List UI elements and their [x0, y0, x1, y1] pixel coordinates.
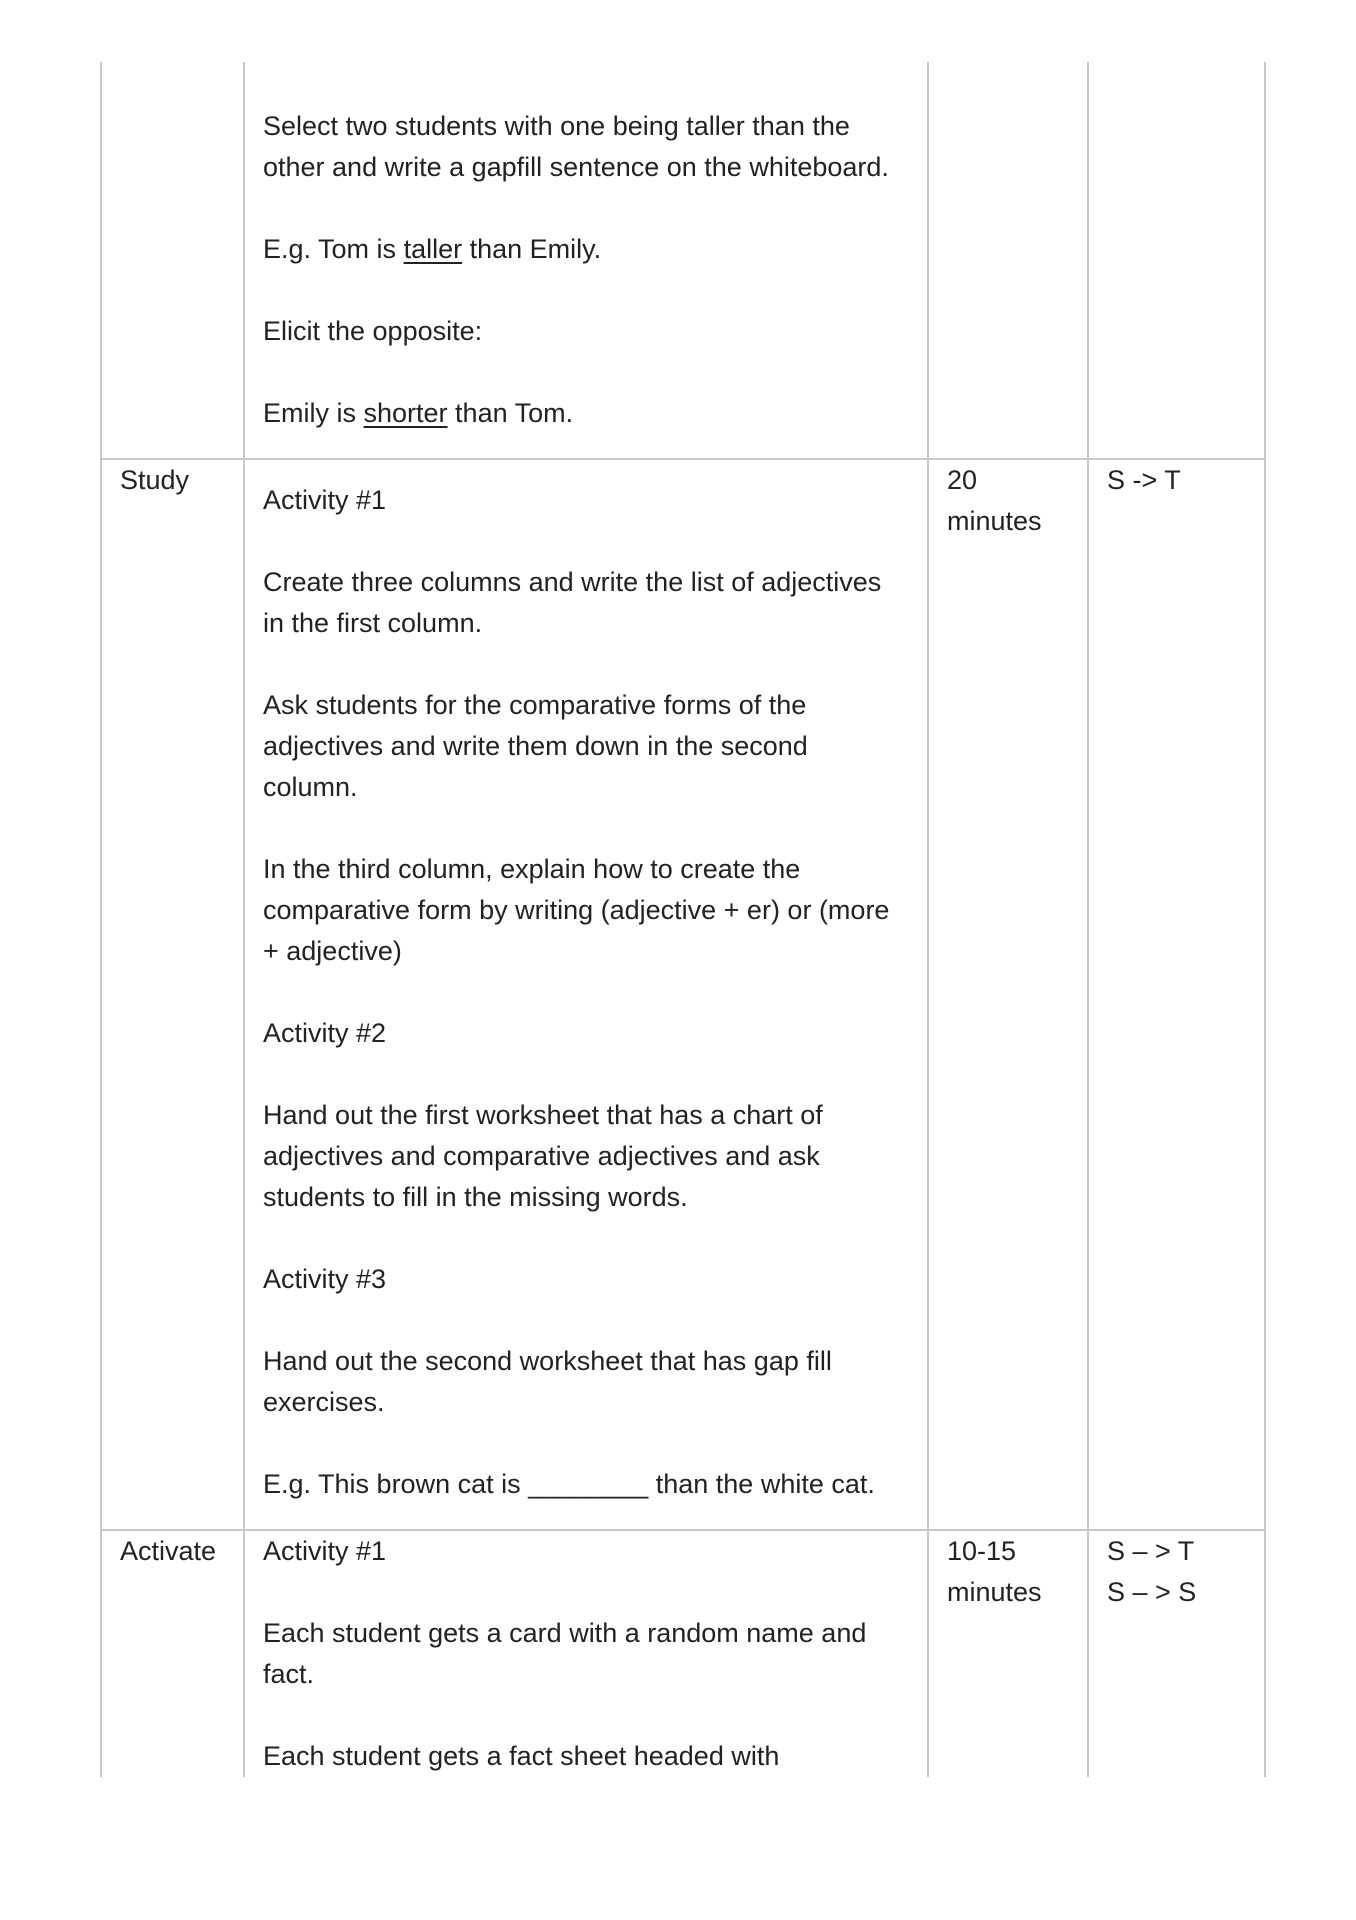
paragraph: Hand out the first worksheet that has a chart of adjectives and comparative adjectives and ask students to fill in the missing words.: [263, 1100, 823, 1212]
activity-heading: Activity #2: [263, 1018, 387, 1048]
stage-cell: Study: [101, 459, 244, 1530]
table-row: [101, 1530, 1265, 1777]
interaction-pattern: S – > T: [1107, 1536, 1195, 1566]
interaction-cell: [1088, 459, 1265, 1530]
time-cell: 20 minutes: [928, 459, 1088, 1530]
paragraph: Elicit the opposite:: [263, 316, 483, 346]
paragraph: Select two students with one being taller than the other and write a gapfill sentence on the whiteboard.: [263, 111, 889, 182]
paragraph: Each student gets a card with a random name and fact.: [263, 1618, 867, 1689]
stage-cell: Activate: [101, 1530, 244, 1777]
paragraph: Ask students for the comparative forms of the adjectives and write them down in the second column.: [263, 690, 808, 802]
interaction-cell: [1088, 1530, 1265, 1777]
lesson-plan-table: [100, 62, 1266, 1777]
example-sentence: E.g. This brown cat is ________ than the white cat.: [263, 1469, 875, 1499]
paragraph: Each student gets a fact sheet headed with: [263, 1741, 780, 1771]
time-cell: [928, 62, 1088, 459]
example-sentence: Emily is shorter than Tom.: [263, 398, 574, 428]
stage-cell: [101, 62, 244, 459]
paragraph: Hand out the second worksheet that has gap fill exercises.: [263, 1346, 832, 1417]
interaction-pattern: S -> T: [1107, 465, 1181, 495]
paragraph: In the third column, explain how to create the comparative form by writing (adjective + er) or (more + adjective): [263, 854, 890, 966]
interaction-cell: [1088, 62, 1265, 459]
table-row: [101, 459, 1265, 1530]
time-cell: 10-15 minutes: [928, 1530, 1088, 1777]
example-sentence: E.g. Tom is taller than Emily.: [263, 234, 602, 264]
underlined-word: shorter: [363, 398, 448, 428]
procedure-cell: [244, 1530, 928, 1777]
procedure-cell: [244, 62, 928, 459]
procedure-cell: [244, 459, 928, 1530]
activity-heading: Activity #1: [263, 1536, 387, 1566]
activity-heading: Activity #1: [263, 485, 387, 515]
interaction-pattern: S – > S: [1107, 1577, 1197, 1607]
activity-heading: Activity #3: [263, 1264, 387, 1294]
underlined-word: taller: [403, 234, 463, 264]
paragraph: Create three columns and write the list of adjectives in the first column.: [263, 567, 882, 638]
table-row: [101, 62, 1265, 459]
